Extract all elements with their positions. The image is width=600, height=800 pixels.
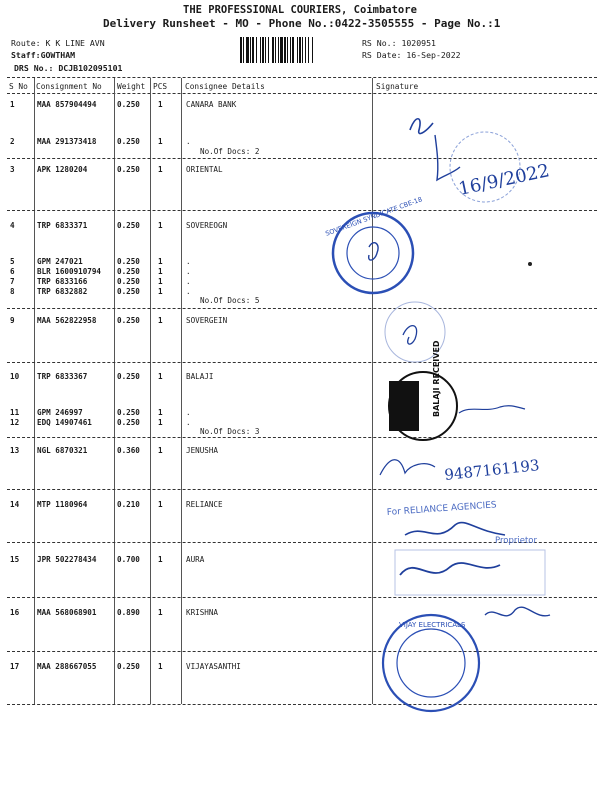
row-pcs: 1 [158,555,163,564]
row-sno: 13 [10,446,20,455]
row-consignment: MAA 562822958 [37,316,97,325]
row-pcs: 1 [158,165,163,174]
row-weight: 0.250 [117,372,140,381]
row-consignment: JPR 502278434 [37,555,97,564]
row-consignment: MAA 568068901 [37,608,97,617]
docs-count: No.Of Docs: 2 [200,147,260,156]
row-consignment: EDQ 14907461 [37,418,92,427]
row-sno: 4 [10,221,15,230]
row-sno: 10 [10,372,20,381]
rs-no-line [362,38,436,48]
row-consignee: BALAJI [186,372,214,381]
row-sno: 1 [10,100,15,109]
row-sno: 16 [10,608,20,617]
row-pcs: 1 [158,446,163,455]
row-sno: 5 [10,257,15,266]
row-consignment: TRP 6832882 [37,287,88,296]
row-consignee: . [186,257,191,266]
row-consignee: . [186,408,191,417]
row-consignment: GPM 247021 [37,257,83,266]
handwritten-signature [405,523,505,535]
handwritten-signature [380,460,435,475]
row-consignee: . [186,418,191,427]
row-weight: 0.250 [117,316,140,325]
docs-count: No.Of Docs: 3 [200,427,260,436]
col-divider [34,78,35,704]
col-divider [114,78,115,704]
handwritten-signature [410,119,433,134]
row-weight: 0.250 [117,267,140,276]
row-pcs: 1 [158,221,163,230]
row-weight: 0.700 [117,555,140,564]
row-pcs: 1 [158,316,163,325]
row-weight: 0.250 [117,418,140,427]
row-consignee: . [186,267,191,276]
row-consignee: . [186,137,191,146]
col-consignment: Consignment No [36,82,102,91]
row-consignee: VIJAYASANTHI [186,662,241,671]
row-consignment: MAA 857904494 [37,100,97,109]
runsheet-title: Delivery Runsheet - MO - Phone No.:0422-3505555 - Page No.:1 [103,17,501,30]
row-sno: 11 [10,408,20,417]
row-sno: 2 [10,137,15,146]
rs-no-value: 1020951 [401,38,436,48]
row-consignment: NGL 6870321 [37,446,88,455]
row-pcs: 1 [158,662,163,671]
handwritten-signature [459,406,525,413]
row-weight: 0.890 [117,608,140,617]
row-consignment: TRP 6833367 [37,372,88,381]
row-sno: 14 [10,500,20,509]
proprietor-label: Proprietor [495,536,537,546]
row-weight: 0.250 [117,662,140,671]
row-pcs: 1 [158,500,163,509]
route-line [11,38,105,48]
stamp-text: BALAJI RECEIVED [432,340,441,417]
row-pcs: 1 [158,287,163,296]
row-pcs: 1 [158,418,163,427]
handwritten-signature [400,563,500,575]
handwritten-signature [485,607,550,616]
row-pcs: 1 [158,257,163,266]
row-weight: 0.250 [117,408,140,417]
row-consignee: SOVERGEIN [186,316,228,325]
row-weight: 0.250 [117,287,140,296]
stamp-text: VIJAY ELECTRICALS [399,621,466,629]
row-sno: 15 [10,555,20,564]
row-weight: 0.250 [117,221,140,230]
row-pcs: 1 [158,277,163,286]
col-divider [372,78,373,704]
row-consignment: BLR 1600910794 [37,267,102,276]
handwritten-signature [403,326,417,344]
row-consignee: . [186,277,191,286]
row-consignment: MAA 288667055 [37,662,97,671]
col-pcs: PCS [153,82,168,91]
col-divider [150,78,151,704]
row-sno: 12 [10,418,20,427]
drs-label: DRS No.: [14,63,54,73]
row-consignee: KRISHNA [186,608,219,617]
rs-date-line [362,50,461,60]
row-consignment: TRP 6833166 [37,277,88,286]
row-consignment: APK 1280204 [37,165,88,174]
row-weight: 0.250 [117,277,140,286]
col-signature: Signature [376,82,419,91]
faint-stamp [395,550,545,595]
staff-line [11,50,75,60]
row-sno: 8 [10,287,15,296]
row-sno: 9 [10,316,15,325]
row-consignee: . [186,287,191,296]
row-consignment: TRP 6833371 [37,221,88,230]
row-pcs: 1 [158,267,163,276]
col-consignee: Consignee Details [185,82,265,91]
table-top-rule [7,77,597,78]
row-consignee: ORIENTAL [186,165,223,174]
drs-value: DCJB102095101 [58,63,123,73]
rs-date-value: 16-Sep-2022 [406,50,461,60]
row-consignment: MAA 291373418 [37,137,97,146]
company-title: THE PROFESSIONAL COURIERS, Coimbatore [183,4,417,16]
row-weight: 0.210 [117,500,140,509]
handwritten-signature [435,135,460,180]
row-sno: 17 [10,662,20,671]
reliance-stamp-text: For RELIANCE AGENCIES [386,500,497,518]
row-consignee: JENUSHA [186,446,219,455]
row-consignee: RELIANCE [186,500,223,509]
dot-mark [528,262,532,266]
docs-count: No.Of Docs: 5 [200,296,260,305]
row-weight: 0.250 [117,165,140,174]
row-weight: 0.360 [117,446,140,455]
staff-value: GOWTHAM [40,50,76,60]
row-pcs: 1 [158,137,163,146]
route-value: K K LINE AVN [45,38,105,48]
route-label: Route: [11,38,41,48]
drs-line [14,63,122,73]
row-weight: 0.250 [117,100,140,109]
row-sno: 3 [10,165,15,174]
row-consignment: MTP 1180964 [37,500,88,509]
barcode [240,37,353,63]
row-weight: 0.250 [117,137,140,146]
row-sno: 7 [10,277,15,286]
handwritten-date: 16/9/2022 [456,160,552,200]
rs-date-label: RS Date: [362,50,402,60]
row-consignee: AURA [186,555,205,564]
row-weight: 0.250 [117,257,140,266]
row-consignee: SOVEREOGN [186,221,228,230]
vijay-stamp [383,615,479,711]
row-consignment: GPM 246997 [37,408,83,417]
row-sno: 6 [10,267,15,276]
barcode-bar [312,37,313,63]
handwritten-phone: 9487161193 [443,456,541,484]
col-sno: S No [9,82,28,91]
rs-no-label: RS No.: [362,38,397,48]
row-pcs: 1 [158,608,163,617]
table-header-rule [7,93,597,94]
col-divider [181,78,182,704]
row-pcs: 1 [158,100,163,109]
balaji-stamp [389,340,457,440]
row-pcs: 1 [158,372,163,381]
stamp-text: SOVEREIGN SYNDICATE CBE-18 [324,195,424,238]
row-pcs: 1 [158,408,163,417]
col-weight: Weight [117,82,146,91]
signature-area [324,95,600,707]
row-consignee: CANARA BANK [186,100,237,109]
staff-label: Staff: [11,50,41,60]
